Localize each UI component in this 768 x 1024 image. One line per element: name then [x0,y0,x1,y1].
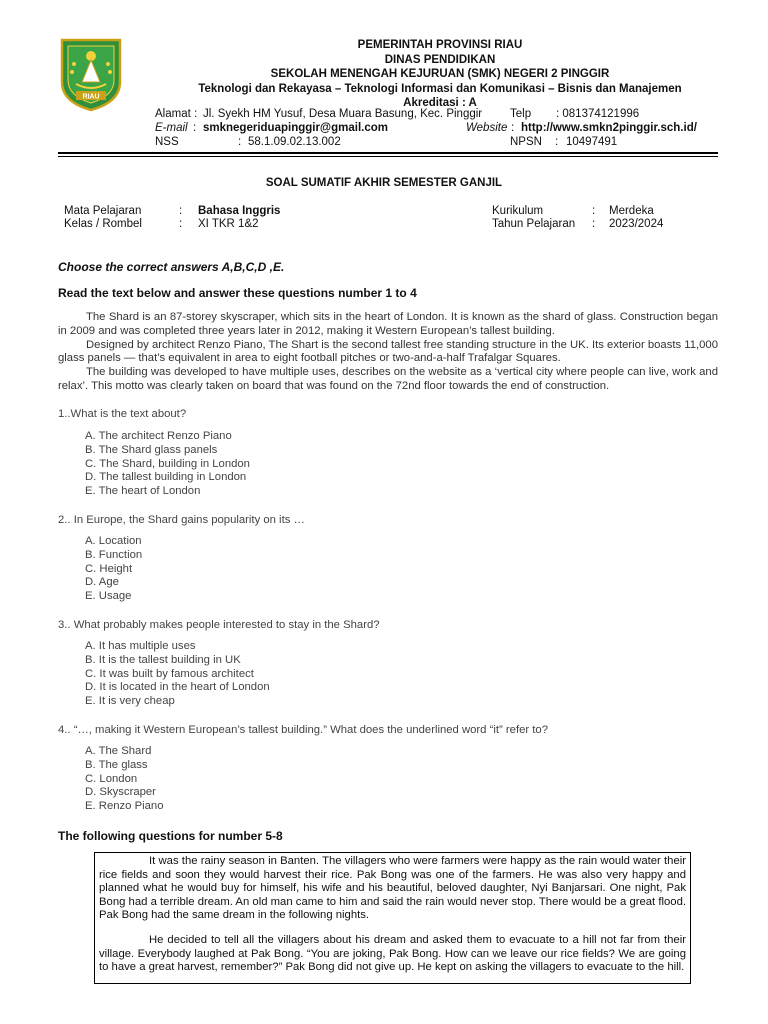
nss-label: NSS [155,136,179,148]
option-d[interactable]: D. Skyscraper [85,786,156,799]
letterhead [150,38,730,111]
class-value: XI TKR 1&2 [198,218,259,230]
email-value[interactable]: smknegeriduapinggir@gmail.com [203,122,389,134]
question-3-options [85,640,270,709]
passage-paragraph: Designed by architect Renzo Piano, The Shart is the second tallest free standing structure in the UK. Its exterior boasts 11,000 glass panels — that’s equivalent in area to eight football pitches or two-and-a-half Trafalgar Squares. [58,338,718,365]
address-label: Alamat : [155,108,198,120]
email-colon: : [193,122,197,134]
class-colon: : [179,218,183,230]
option-b[interactable]: B. It is the tallest building in UK [85,653,241,666]
passage-pak-bong-box [94,852,691,984]
year-value: 2023/2024 [609,218,664,230]
question-2: 2.. In Europe, the Shard gains popularity on its … [58,514,305,526]
npsn-value: 10497491 [566,136,618,148]
passage-paragraph: The building was developed to have multiple uses, describes on the website as a ‘vertical city where people can live, work and relax’. This motto was clearly taken on board that was found on the 72nd floor towards the end of construction. [58,366,718,392]
option-b[interactable]: B. Function [85,548,143,561]
question-1-options [85,430,250,499]
telp-value: : 081374121996 [556,108,640,120]
subject-label: Mata Pelajaran [64,205,142,217]
website-value[interactable]: http://www.smkn2pinggir.sch.id/ [521,122,697,134]
option-a[interactable]: A. The architect Renzo Piano [85,430,232,442]
email-label: E-mail [155,122,188,134]
option-a[interactable]: A. It has multiple uses [85,640,196,652]
year-colon: : [592,218,596,230]
section2-heading: The following questions for number 5-8 [58,829,283,843]
subject-value: Bahasa Inggris [198,205,281,217]
question-4-options [85,745,164,814]
option-b[interactable]: B. The glass [85,758,148,771]
letterhead-line3: SEKOLAH MENENGAH KEJURUAN (SMK) NEGERI 2 PINGGIR [270,68,610,80]
question-4: 4.. “…, making it Western European’s tallest building.” What does the underlined word “it” refer to? [58,724,548,736]
option-e[interactable]: E. It is very cheap [85,695,175,708]
letterhead-line4: Teknologi dan Rekayasa – Teknologi Informasi dan Komunikasi – Bisnis dan Manajemen [198,82,682,95]
class-label: Kelas / Rombel [64,218,142,230]
npsn-colon: : [555,136,559,148]
option-d[interactable]: D. It is located in the heart of London [85,681,270,694]
telp-label: Telp [510,108,532,120]
header-divider-thin [58,156,718,157]
letterhead-line1: PEMERINTAH PROVINSI RIAU [357,39,523,51]
address-value: Jl. Syekh HM Yusuf, Desa Muara Basung, Kec. Pinggir [203,108,483,120]
option-d[interactable]: D. The tallest building in London [85,471,247,484]
passage-paragraph: He decided to tell all the villagers about his dream and asked them to evacuate to a hill not far from their village. Everybody laughed at Pak Bong. “You are joking, Pak Bong. How can we leave our rice fields? We are going to have a great harvest, remember?” Pak Bong did not give up. He kept on asking the villagers to evacuate to the hill. [99,933,686,974]
logo-text: RIAU [82,93,100,101]
header-divider-thick [58,152,718,154]
section1-heading: Read the text below and answer these questions number 1 to 4 [58,286,417,300]
curriculum-value: Merdeka [609,205,654,217]
option-e[interactable]: E. Renzo Piano [85,800,164,813]
option-c[interactable]: C. The Shard, building in London [85,457,250,470]
option-d[interactable]: D. Age [85,576,119,589]
nss-value: 58.1.09.02.13.002 [248,136,341,148]
curriculum-label: Kurikulum [492,205,544,217]
option-c[interactable]: C. Height [85,562,133,575]
question-3: 3.. What probably makes people interested to stay in the Shard? [58,619,380,631]
riau-emblem-icon [58,36,124,112]
curriculum-colon: : [592,205,596,217]
passage-shard [58,311,718,394]
nss-colon: : [238,136,242,148]
letterhead-line2: DINAS PENDIDIKAN [384,53,496,66]
letterhead-line5: Akreditasi : A [403,97,477,109]
year-label: Tahun Pelajaran [492,218,576,230]
exam-title: SOAL SUMATIF AKHIR SEMESTER GANJIL [265,177,503,189]
option-a[interactable]: A. Location [85,535,142,547]
instruction: Choose the correct answers A,B,C,D ,E. [58,260,285,274]
website-colon: : [511,122,515,134]
option-c[interactable]: C. London [85,772,138,785]
option-e[interactable]: E. The heart of London [85,485,201,498]
option-e[interactable]: E. Usage [85,590,132,603]
website-label: Website [466,122,508,134]
question-2-options [85,535,142,604]
option-c[interactable]: C. It was built by famous architect [85,667,254,680]
passage-paragraph: It was the rainy season in Banten. The villagers who were farmers were happy as the rain would water their rice fields and soon they would harvest their rice. Pak Bong was one of the farmers. He was also very happy and planned what he would buy for himself, his wife and his beautiful, beloved daughter, Nyi Banjarsari. One night, Pak Bong had a terrible dream. An old man came to him and said the rain would never stop. There would be a great flood. Pak Bong had the same dream in the following nights. [99,855,686,922]
subject-colon: : [179,205,183,217]
option-b[interactable]: B. The Shard glass panels [85,443,218,456]
question-1: 1..What is the text about? [58,408,187,420]
passage-paragraph: The Shard is an 87-storey skyscraper, which sits in the heart of London. It is known as the shard of glass. Construction began in 2009 and was completed three years later in 2012, making it Western European’s tallest building. [58,311,718,337]
npsn-label: NPSN [510,136,542,148]
option-a[interactable]: A. The Shard [85,745,152,757]
